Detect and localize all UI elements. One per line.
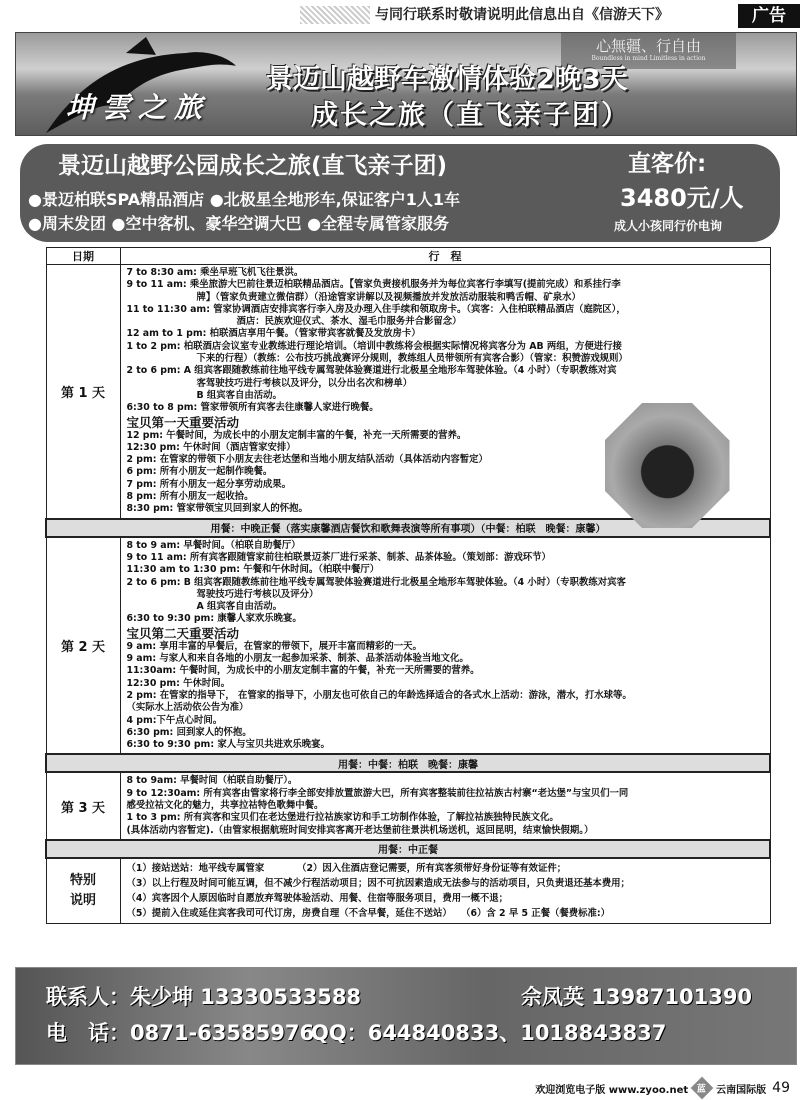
brand-logo-text: 坤雲之旅: [66, 91, 211, 124]
edition: 云南国际版: [716, 1084, 767, 1096]
day-label: 第 1 天: [46, 265, 120, 519]
itinerary-line: 8 to 9am: 早餐时间（柏联自助餐厅）。: [126, 775, 298, 787]
offroad-vehicle-photo: [605, 403, 730, 528]
col-date: 日期: [46, 248, 120, 265]
itinerary-line: 8 to 9 am: 早餐时间。（柏联自助餐厅）: [126, 539, 301, 551]
itinerary-line: 4 pm:下午点心时间。: [126, 714, 223, 726]
itinerary-line: 客驾驶技巧进行考核以及评分，以分出名次和榜单）: [196, 377, 413, 389]
itinerary-line: 7 pm: 所有小朋友一起分享劳动成果。: [126, 478, 292, 490]
itinerary-table: [45, 247, 771, 924]
day-itinerary: [120, 537, 770, 755]
itinerary-line: 9 to 11 am: 乘坐旅游大巴前往景迈柏联精品酒店。【管家负责接机服务并为每位宾客行李填写(提前完成）和系挂行李: [126, 279, 621, 291]
itinerary-line: 酒店：民族欢迎仪式、茶水、湿毛巾服务并合影留念）: [236, 316, 462, 328]
contact-phone: 电 话：0871-63585976: [46, 1021, 315, 1045]
itinerary-line: 9 am: 与家人和来自各地的小朋友一起参加采茶、制茶、品茶活动体验当地文化。: [126, 653, 469, 665]
contact-banner: [15, 967, 797, 1065]
price-label: 直客价:: [628, 151, 707, 177]
day-row: [46, 537, 770, 755]
note-line: （4）宾客因个人原因临时自愿放弃驾驶体验活动、用餐、住宿等服务项目，费用一概不退；: [126, 892, 509, 904]
itinerary-line: 12:30 pm: 午休时间。: [126, 677, 230, 689]
itinerary-line: A 组宾客自由活动。: [196, 601, 283, 613]
itinerary-line: 6:30 to 9:30 pm: 康馨人家欢乐晚宴。: [126, 613, 302, 625]
page-footer: [535, 1080, 790, 1096]
banner-subtitle: 成长之旅（直飞亲子团）: [311, 100, 630, 131]
itinerary-line: 6:30 to 9:30 pm: 家人与宝贝共进欢乐晚宴。: [126, 739, 330, 751]
section-heading: 宝贝第二天重要活动: [126, 625, 240, 641]
hero-banner: [15, 32, 797, 136]
itinerary-line: 2 pm: 在管家的带领下小朋友去往老达堡和当地小朋友结队活动（具体活动内容暂定）: [126, 454, 488, 466]
day-row: [46, 265, 770, 519]
notes-body: [120, 858, 770, 924]
itinerary-line: 12:30 pm: 午休时间（酒店管家安排）: [126, 441, 296, 453]
slogan-cn: 心無疆、行自由: [595, 37, 701, 55]
footer-text: 欢迎浏览电子版 www.zyoo.net: [535, 1084, 689, 1096]
itinerary-line: 11:30am: 午餐时间，为成长中的小朋友定制丰富的午餐，补充一天所需要的营养。: [126, 665, 480, 677]
meal-info: 用餐：中晚正餐（落实康馨酒店餐饮和歌舞表演等所有事项）（中餐：柏联 晚餐：康馨）: [46, 519, 770, 537]
day-itinerary: [120, 265, 770, 519]
itinerary-line: 8 pm: 所有小朋友一起收拾。: [126, 491, 254, 503]
itinerary-line: 6:30 to 8 pm: 管家带领所有宾客去往康馨人家进行晚餐。: [126, 402, 379, 414]
ad-label: 广告: [738, 4, 800, 28]
price-value: 3480元/人: [620, 184, 744, 212]
itinerary-line: 12 am to 1 pm: 柏联酒店享用午餐。（管家带宾客就餐及发放房卡）: [126, 328, 421, 340]
itinerary-line: 牌】（管家负责建立微信群）（沿途管家讲解以及视频播放并发放活动服装和鸭舌帽、矿泉水）: [196, 291, 581, 303]
notes-label: 特别 说明: [46, 858, 120, 924]
itinerary-line: (具体活动内容暂定).（由管家根据航班时间安排宾客离开老达堡前往景洪机场送机，返回昆明，结束愉快假期。）: [126, 824, 594, 836]
day-label: 第 3 天: [46, 772, 120, 839]
day-label: 第 2 天: [46, 537, 120, 755]
contact-person-2: 佘凤英 13987101390: [521, 985, 753, 1009]
slogan-en: Boundless in mind Limitless in action: [591, 55, 706, 62]
itinerary-line: 9 am: 享用丰富的早餐后，在管家的带领下，展开丰富而精彩的一天。: [126, 640, 422, 652]
meal-info: 用餐：中餐：柏联 晚餐：康馨: [46, 754, 770, 772]
itinerary-line: 11 to 11:30 am: 管家协调酒店安排宾客行李入房及办理入住手续和领取房卡。（宾客：入住柏联精品酒店（庭院区），: [126, 303, 626, 315]
itinerary-line: 下来的行程）（教练：公布技巧挑战赛评分规则，教练组人员带领所有宾客合影）（管家：积赞游戏规则）: [196, 353, 628, 365]
itinerary-line: 2 to 6 pm: B 组宾客跟随教练前往地平线专属驾驶体验赛道进行北极星全地形车驾驶体验。（4 小时）（专职教练对宾客: [126, 576, 626, 588]
itinerary-line: 8:30 pm: 管家带领宝贝回到家人的怀抱。: [126, 503, 308, 515]
itinerary-line: 感受拉祜文化的魅力，共享拉祜特色歌舞中餐。: [126, 799, 324, 811]
diamond-badge-icon: [691, 1077, 714, 1100]
promo-title: 景迈山越野公园成长之旅(直飞亲子团): [58, 153, 448, 179]
itinerary-line: 12 pm: 午餐时间，为成长中的小朋友定制丰富的午餐，补充一天所需要的营养。: [126, 429, 467, 441]
banner-title: 景迈山越野车激情体验2晚3天: [266, 64, 628, 95]
itinerary-line: 1 to 2 pm: 柏联酒店会议室专业教练进行理论培训。（培训中教练将会根据实际情况将宾客分为 AB 两组，方便进行接: [126, 340, 622, 352]
section-heading: 宝贝第一天重要活动: [126, 414, 240, 430]
badge-text: 蓝: [697, 1084, 707, 1095]
itinerary-line: 9 to 11 am: 所有宾客跟随管家前往柏联景迈茶厂进行采茶、制茶、品茶体验。（策划部：游戏环节）: [126, 551, 551, 563]
meal-info: 用餐：中正餐: [46, 840, 770, 858]
notes-row: [46, 858, 770, 924]
source-note: 与同行联系时敬请说明此信息出自《信游天下》: [375, 7, 669, 23]
contact-qq: QQ：644840833、1018843837: [311, 1021, 667, 1045]
itinerary-line: 驾驶技巧进行考核以及评分）: [196, 588, 319, 600]
itinerary-line: 2 pm: 在管家的指导下， 在管家的指导下，小朋友也可依自己的年龄选择适合的各式水上活动：游泳，潜水，打水球等。: [126, 689, 632, 701]
itinerary-line: （实际水上活动依公告为准）: [126, 702, 249, 714]
note-line: （5）提前入住或延住宾客我司可代订房，房费自理（不含早餐，延住不送站） （6）含 2 早 5 正餐（餐费标准:）: [126, 907, 611, 919]
itinerary-line: 11:30 am to 1:30 pm: 午餐和午休时间。（柏联中餐厅）: [126, 564, 380, 576]
note-line: （1）接站送站：地平线专属管家 （2）因入住酒店登记需要，所有宾客须带好身份证等有效证件；: [126, 862, 567, 874]
itinerary-line: 2 to 6 pm: A 组宾客跟随教练前往地平线专属驾驶体验赛道进行北极星全地形车驾驶体验。（4 小时）（专职教练对宾: [126, 365, 617, 377]
promo-features-2: ●周末发团 ●空中客机、豪华空调大巴 ●全程专属管家服务: [28, 214, 450, 233]
note-line: （3）以上行程及时间可能互调，但不减少行程活动项目；因不可抗因素造成无法参与的活动项目，只负责退还基本费用；: [126, 877, 630, 889]
day-itinerary: [120, 772, 770, 839]
col-itinerary: 行 程: [120, 248, 770, 265]
itinerary-line: 9 to 12:30am: 所有宾客由管家将行李全部安排放置旅游大巴，所有宾客整装前往拉祜族古村寨“老达堡”与宝贝们一同: [126, 787, 629, 799]
price-note: 成人小孩同行价电询: [614, 219, 723, 233]
promo-features-1: ●景迈柏联SPA精品酒店 ●北极星全地形车,保证客户1人1车: [28, 190, 461, 209]
itinerary-line: 6 pm: 所有小朋友一起制作晚餐。: [126, 466, 273, 478]
meal-row: [46, 840, 770, 858]
itinerary-line: 7 to 8:30 am: 乘坐早班飞机飞往景洪。: [126, 267, 304, 278]
promo-box: [20, 144, 780, 242]
itinerary-line: B 组宾客自由活动。: [196, 389, 282, 401]
page-number: 49: [772, 1080, 790, 1096]
day-row: [46, 772, 770, 839]
dot-pattern: [300, 6, 370, 24]
itinerary-line: 6:30 pm: 回到家人的怀抱。: [126, 726, 252, 738]
itinerary-line: 1 to 3 pm: 所有宾客和宝贝们在老达堡进行拉祜族家访和手工坊制作体验，了解拉祜族独特民族文化。: [126, 812, 559, 824]
meal-row: [46, 754, 770, 772]
top-bar: [0, 0, 800, 30]
contact-person-1: 联系人：朱少坤 13330533588: [46, 985, 362, 1009]
